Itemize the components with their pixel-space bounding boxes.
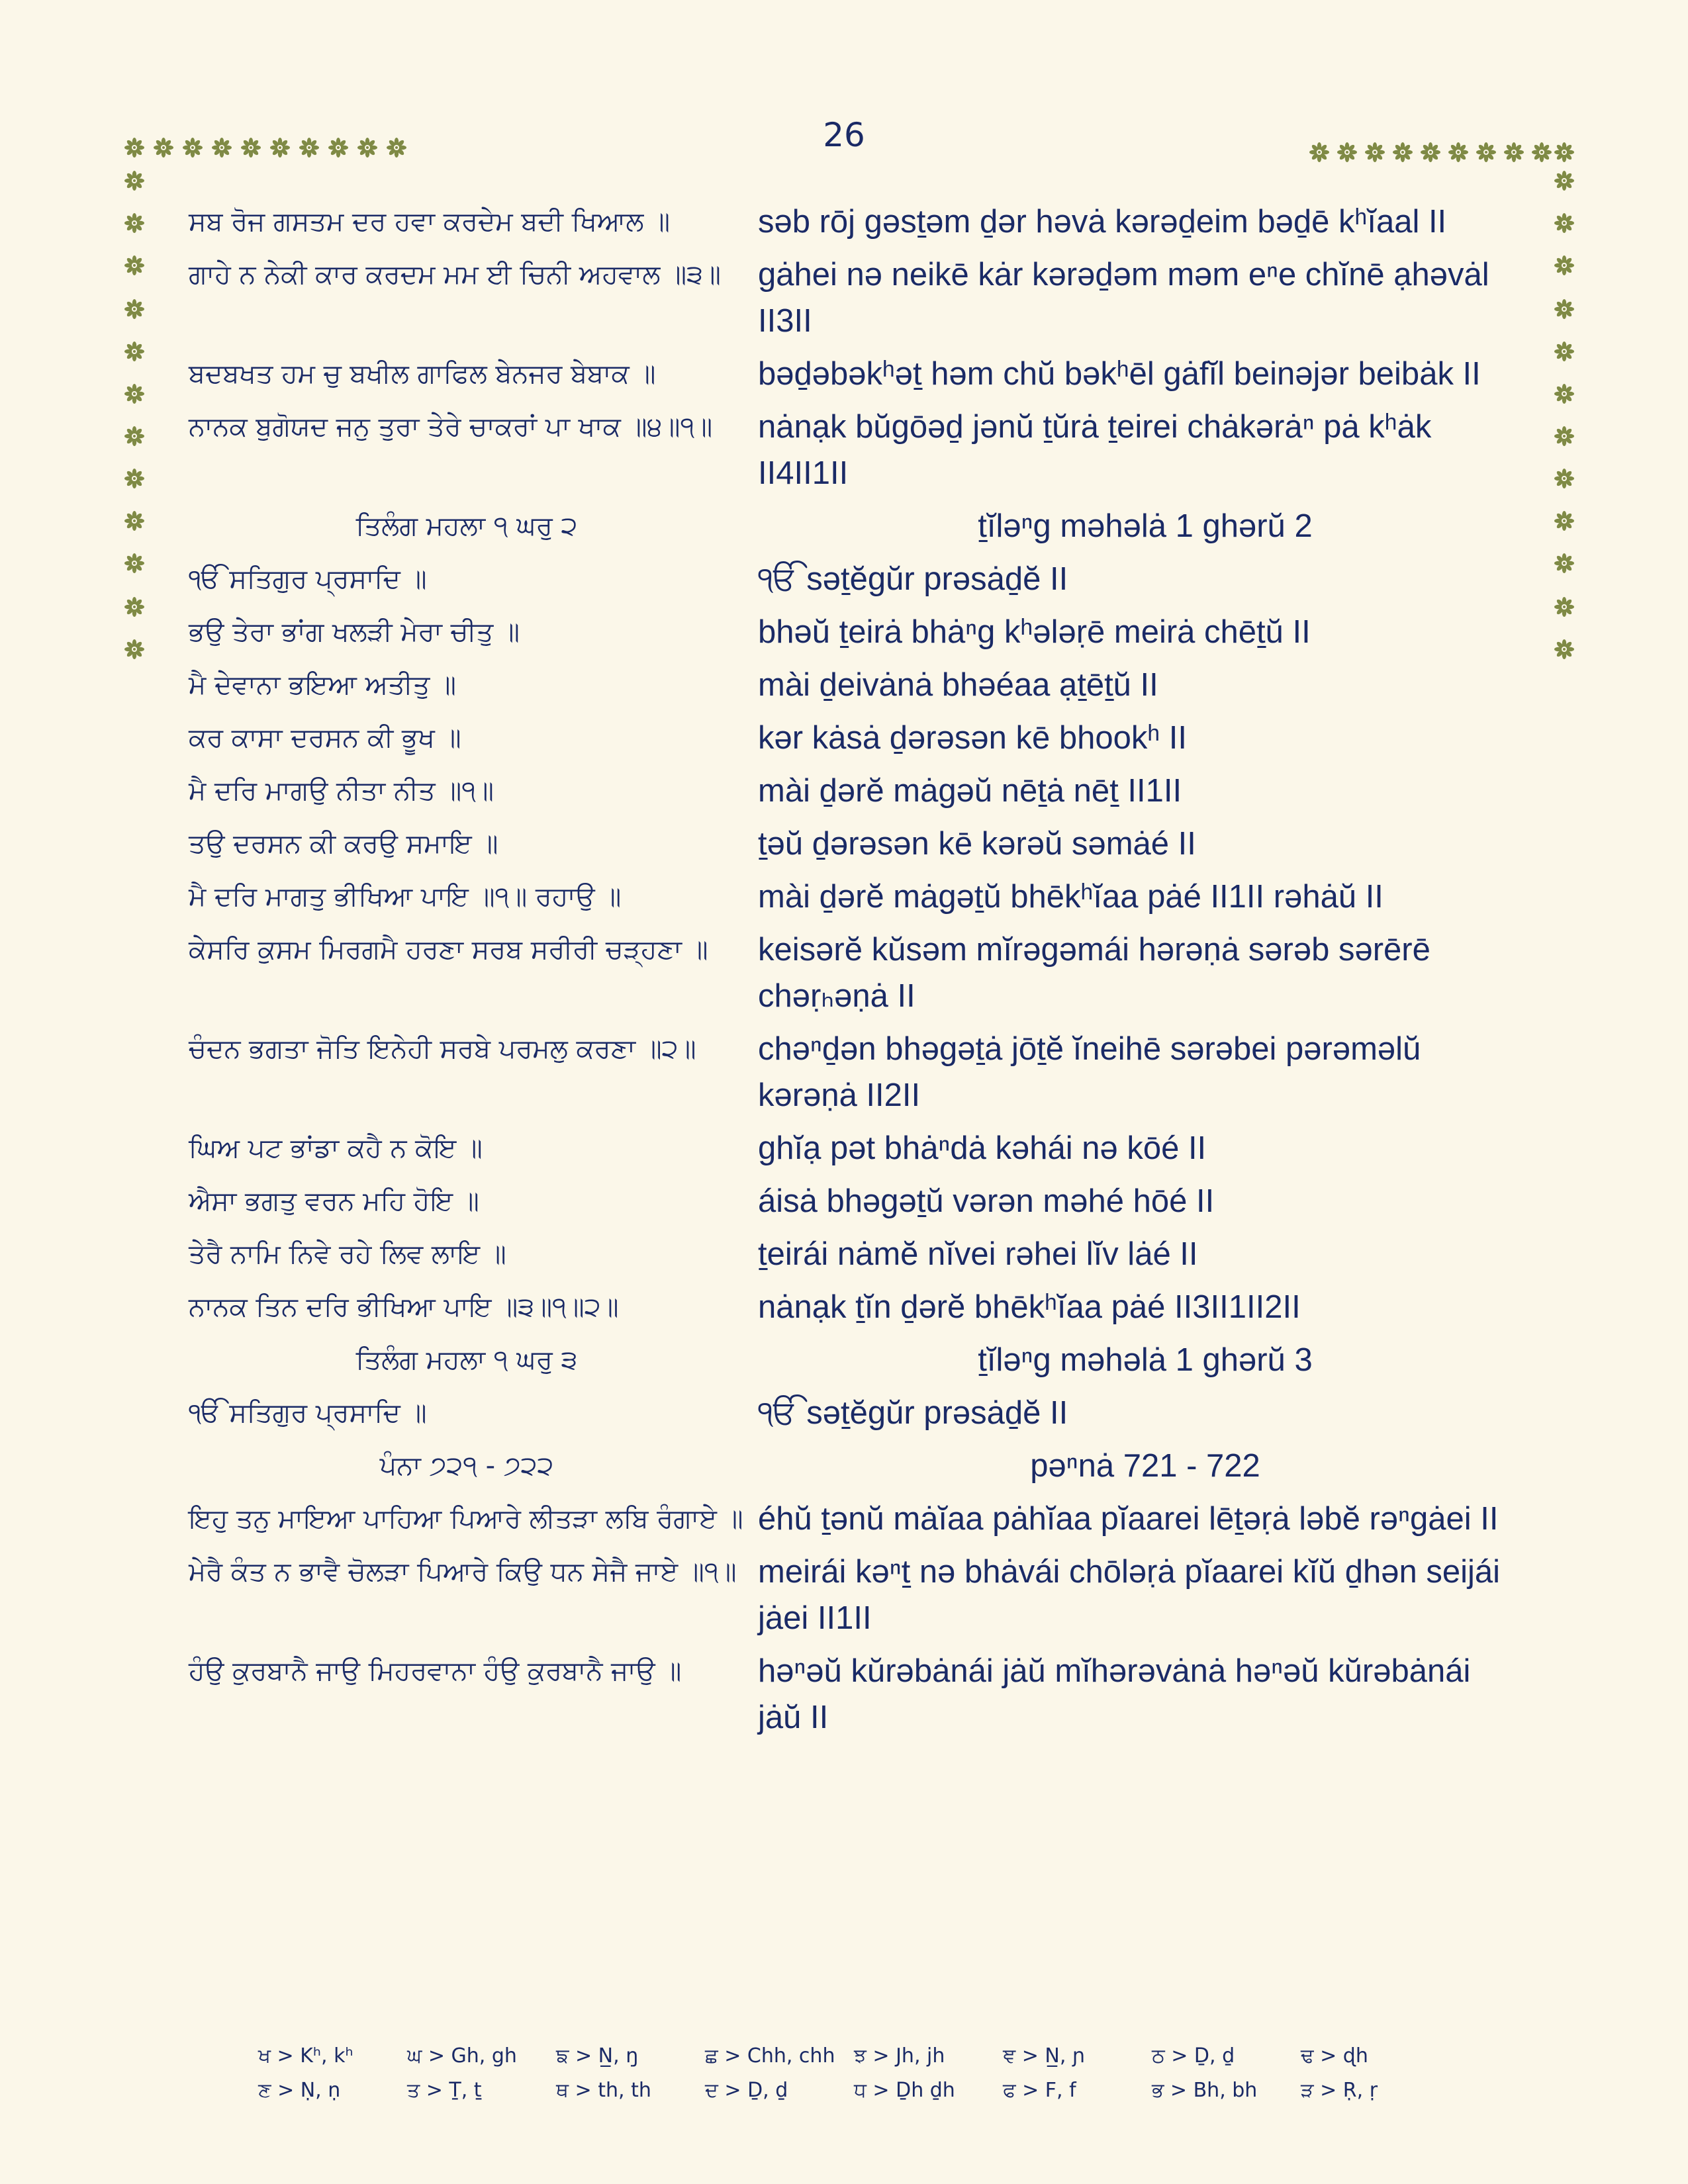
flower-icon bbox=[1365, 142, 1385, 162]
gurmukhi-text: ਭਉ ਤੇਰਾ ਭਾਂਗ ਖਲੜੀ ਮੇਰਾ ਚੀਤੁ ॥ bbox=[189, 617, 520, 647]
page-number: 26 bbox=[823, 116, 865, 154]
verse-row bbox=[189, 874, 1519, 920]
verse-row bbox=[189, 556, 1519, 602]
section-heading-row bbox=[189, 1337, 1519, 1383]
transliteration-text: ੴ səṯĕgŭr prəsȧḏĕ II bbox=[758, 1395, 1068, 1431]
flower-icon bbox=[1504, 142, 1524, 162]
transliteration-text: həⁿəŭ kŭrəbȧnái jȧŭ mĭhərəvȧnȧ həⁿəŭ kŭrəbȧnái jȧŭ II bbox=[758, 1653, 1471, 1735]
legend-item: ਫ > F, f bbox=[1003, 2078, 1076, 2102]
legend-item: ਧ > Ḏh ḏh bbox=[854, 2078, 955, 2102]
flower-icon bbox=[299, 138, 319, 158]
transliteration-text: ੴ səṯĕgŭr prəsȧḏĕ II bbox=[758, 561, 1068, 597]
flower-icon bbox=[328, 138, 348, 158]
gurmukhi-text: ਘਿਅ ਪਟ ਭਾਂਡਾ ਕਹੈ ਨ ਕੋਇ ॥ bbox=[189, 1133, 483, 1163]
flower-icon bbox=[154, 138, 173, 158]
flower-icon bbox=[387, 138, 406, 158]
gurmukhi-text: ਨਾਨਕ ਬੁਗੋਯਦ ਜਨੁ ਤੁਰਾ ਤੇਰੇ ਚਾਕਰਾਂ ਪਾ ਖਾਕ ॥੪॥੧॥ bbox=[189, 412, 713, 442]
legend-item: ਣ > Ṇ, ṇ bbox=[258, 2078, 341, 2102]
flower-icon bbox=[124, 299, 144, 319]
legend-item: ਘ > Gh, gh bbox=[407, 2044, 517, 2068]
transliteration-text: mài ḏərĕ mȧgəŭ nēṯȧ nēṯ II1II bbox=[758, 773, 1182, 809]
flower-icon bbox=[124, 639, 144, 659]
verse-row bbox=[189, 199, 1519, 245]
flower-icon bbox=[1554, 597, 1574, 617]
transliteration-text: səb rōj gəsṯəm ḏər həvȧ kərəḏeim bəḏē kʰĭaal II bbox=[758, 204, 1447, 240]
transliteration-text: nȧnạk bŭgōəḏ jənŭ ṯŭrȧ ṯeirei chȧkərȧⁿ pȧ kʰȧk II4II1II bbox=[758, 409, 1432, 491]
verse-row bbox=[189, 662, 1519, 708]
verse-table bbox=[189, 199, 1519, 1747]
verse-row bbox=[189, 1231, 1519, 1277]
flower-icon bbox=[1554, 255, 1574, 275]
flower-icon bbox=[1448, 142, 1468, 162]
verse-row bbox=[189, 715, 1519, 761]
transliteration-text: kər kȧsȧ ḏərəsən kē bhookʰ II bbox=[758, 720, 1187, 756]
gurmukhi-text: ਤਿਲੰਗ ਮਹਲਾ ੧ ਘਰੁ ੩ bbox=[355, 1345, 578, 1375]
gurmukhi-text: ਤਿਲੰਗ ਮਹਲਾ ੧ ਘਰੁ ੨ bbox=[355, 511, 578, 541]
gurmukhi-text: ਨਾਨਕ ਤਿਨ ਦਰਿ ਭੀਖਿਆ ਪਾਇ ॥੩॥੧॥੨॥ bbox=[189, 1292, 619, 1322]
verse-row bbox=[189, 1178, 1519, 1224]
legend-item: ਠ > Ḏ, ḏ bbox=[1152, 2044, 1235, 2068]
gurmukhi-text: ਐਸਾ ਭਗਤੁ ਵਰਨ ਮਹਿ ਹੋਇ ॥ bbox=[189, 1186, 479, 1216]
gurmukhi-text: ਮੈ ਦਰਿ ਮਾਗਤੁ ਭੀਖਿਆ ਪਾਇ ॥੧॥ ਰਹਾਉ ॥ bbox=[189, 882, 622, 912]
transliteration-text: keisərĕ kŭsəm mĭrəgəmái hərəṇȧ sərəb sərērē chəṛₕəṇȧ II bbox=[758, 932, 1430, 1014]
transliteration-text: mài ḏərĕ mȧgəṯŭ bhēkʰĭaa pȧé II1II rəhȧŭ II bbox=[758, 879, 1383, 915]
verse-row bbox=[189, 351, 1519, 397]
flower-icon bbox=[1554, 511, 1574, 531]
flower-icon bbox=[1554, 213, 1574, 233]
flower-icon bbox=[124, 138, 144, 158]
verse-row bbox=[189, 1026, 1519, 1118]
legend-item: ਭ > Bh, bh bbox=[1152, 2078, 1258, 2102]
gurmukhi-text: ਕੇਸਰਿ ਕੁਸਮ ਮਿਰਗਮੈ ਹਰਣਾ ਸਰਬ ਸਰੀਰੀ ਚੜ੍ਹਣਾ ॥ bbox=[189, 934, 708, 965]
verse-row bbox=[189, 609, 1519, 655]
flower-icon bbox=[124, 469, 144, 488]
verse-row bbox=[189, 927, 1519, 1019]
verse-row bbox=[189, 821, 1519, 867]
legend-item: ਙ > N̲, ŋ bbox=[556, 2044, 639, 2068]
flower-icon bbox=[1554, 171, 1574, 191]
flower-icon bbox=[124, 426, 144, 446]
flower-icon bbox=[1393, 142, 1413, 162]
flower-icon bbox=[124, 553, 144, 573]
legend-row bbox=[258, 2073, 1450, 2107]
flower-icon bbox=[1554, 142, 1574, 162]
transliteration-text: ṯĭləⁿg məhəlȧ 1 ghərŭ 2 bbox=[978, 508, 1313, 544]
flower-icon bbox=[1554, 341, 1574, 361]
gurmukhi-text: ਮੇਰੈ ਕੰਤ ਨ ਭਾਵੈ ਚੋਲੜਾ ਪਿਆਰੇ ਕਿਉ ਧਨ ਸੇਜੈ ਜਾਏ ॥੧॥ bbox=[189, 1557, 737, 1587]
legend-item: ੜ > Ṛ, ṛ bbox=[1301, 2078, 1378, 2102]
legend-item: ਥ > th, th bbox=[556, 2078, 651, 2102]
verse-row bbox=[189, 1125, 1519, 1171]
gurmukhi-text: ਹੰਉ ਕੁਰਬਾਨੈ ਜਾਉ ਮਿਹਰਵਾਨਾ ਹੰਉ ਕੁਰਬਾਨੈ ਜਾਉ ॥ bbox=[189, 1656, 682, 1686]
legend-item: ਖ > Kʰ, kʰ bbox=[258, 2044, 353, 2068]
verse-row bbox=[189, 1648, 1519, 1741]
verse-row bbox=[189, 251, 1519, 344]
flower-icon bbox=[270, 138, 290, 158]
legend-row bbox=[258, 2038, 1450, 2073]
flower-icon bbox=[124, 511, 144, 531]
flower-icon bbox=[124, 597, 144, 617]
flower-icon bbox=[1554, 553, 1574, 573]
gurmukhi-text: ੴ ਸਤਿਗੁਰ ਪ੍ਰਸਾਦਿ ॥ bbox=[189, 1398, 427, 1428]
flower-icon bbox=[1554, 639, 1574, 659]
flower-icon bbox=[124, 171, 144, 191]
transliteration-text: chəⁿḏən bhəgəṯȧ jōṯĕ ĭneihē sərəbei pərəməlŭ kərəṇȧ II2II bbox=[758, 1031, 1421, 1113]
flower-icon bbox=[1309, 142, 1329, 162]
transliteration-text: pəⁿnȧ 721 - 722 bbox=[1030, 1448, 1260, 1484]
verse-row bbox=[189, 404, 1519, 496]
gurmukhi-text: ਬਦਬਖਤ ਹਮ ਚੁ ਬਖੀਲ ਗਾਫਿਲ ਬੇਨਜਰ ਬੇਬਾਕ ॥ bbox=[189, 359, 656, 389]
flower-icon bbox=[1476, 142, 1496, 162]
gurmukhi-text: ਚੰਦਨ ਭਗਤਾ ਜੋਤਿ ਇਨੇਹੀ ਸਰਬੇ ਪਰਮਲੁ ਕਰਣਾ ॥੨॥ bbox=[189, 1034, 696, 1064]
verse-row bbox=[189, 1549, 1519, 1641]
legend-item: ਝ > Jh, jh bbox=[854, 2044, 945, 2068]
gurmukhi-text: ਤਉ ਦਰਸਨ ਕੀ ਕਰਉ ਸਮਾਇ ॥ bbox=[189, 829, 498, 859]
transliteration-text: áisȧ bhəgəṯŭ vərən məhé hōé II bbox=[758, 1183, 1215, 1219]
verse-row bbox=[189, 1284, 1519, 1330]
verse-row bbox=[189, 1390, 1519, 1436]
gurmukhi-text: ਪੰਨਾ ੭੨੧ - ੭੨੨ bbox=[379, 1451, 554, 1481]
transliteration-text: bəḏəbəkʰəṯ həm chŭ bəkʰēl gȧfĭl beinəjər beibȧk II bbox=[758, 356, 1481, 392]
gurmukhi-text: ਇਹੁ ਤਨੁ ਮਾਇਆ ਪਾਹਿਆ ਪਿਆਰੇ ਲੀਤੜਾ ਲਬਿ ਰੰਗਾਏ ॥ bbox=[189, 1504, 743, 1534]
flower-icon bbox=[124, 213, 144, 233]
flower-icon bbox=[124, 255, 144, 275]
transliteration-text: ṯeirái nȧmĕ nĭvei rəhei lĭv lȧé II bbox=[758, 1236, 1198, 1272]
transliteration-text: meirái kəⁿṯ nə bhȧvái chōləṛȧ pĭaarei kĭŭ ḏhən seijái jȧei II1II bbox=[758, 1554, 1501, 1636]
gurmukhi-text: ੴ ਸਤਿਗੁਰ ਪ੍ਰਸਾਦਿ ॥ bbox=[189, 564, 427, 594]
transliteration-text: bhəŭ ṯeirȧ bhȧⁿg kʰələṛē meirȧ chēṯŭ II bbox=[758, 614, 1311, 650]
flower-icon bbox=[1337, 142, 1357, 162]
flower-icon bbox=[241, 138, 261, 158]
legend-item: ਤ > Ṯ, ṯ bbox=[407, 2078, 482, 2102]
flower-icon bbox=[212, 138, 232, 158]
section-heading-row bbox=[189, 503, 1519, 549]
section-heading-row bbox=[189, 1443, 1519, 1489]
transliteration-legend bbox=[258, 2038, 1450, 2107]
flower-icon bbox=[1554, 299, 1574, 319]
transliteration-text: ghĭạ pət bhȧⁿdȧ kəhái nə kōé II bbox=[758, 1130, 1207, 1166]
flower-icon bbox=[1532, 142, 1552, 162]
transliteration-text: gȧhei nə neikē kȧr kərəḏəm məm eⁿe chĭnē ạhəvȧl II3II bbox=[758, 257, 1489, 339]
gurmukhi-text: ਮੈ ਦੇਵਾਨਾ ਭਇਆ ਅਤੀਤੁ ॥ bbox=[189, 670, 456, 700]
gurmukhi-text: ਗਾਹੇ ਨ ਨੇਕੀ ਕਾਰ ਕਰਦਮ ਮਮ ਈ ਚਿਨੀ ਅਹਵਾਲ ॥੩॥ bbox=[189, 259, 721, 290]
legend-item: ਦ > Ḏ, ḏ bbox=[705, 2078, 788, 2102]
legend-item: ਛ > Chh, chh bbox=[705, 2044, 835, 2068]
transliteration-text: éhŭ ṯənŭ mȧĭaa pȧhĭaa pĭaarei lēṯəṛȧ ləbĕ rəⁿgȧei II bbox=[758, 1501, 1499, 1537]
gurmukhi-text: ਸਬ ਰੋਜ ਗਸਤਮ ਦਰ ਹਵਾ ਕਰਦੇਮ ਬਦੀ ਖਿਆਲ ॥ bbox=[189, 206, 671, 237]
transliteration-text: mài ḏeivȧnȧ bhəéaa ạṯēṯŭ II bbox=[758, 667, 1158, 703]
gurmukhi-text: ਤੇਰੈ ਨਾਮਿ ਨਿਵੇ ਰਹੇ ਲਿਵ ਲਾਇ ॥ bbox=[189, 1239, 506, 1269]
flower-icon bbox=[1554, 384, 1574, 404]
transliteration-text: ṯəŭ ḏərəsən kē kərəŭ səmȧé II bbox=[758, 826, 1196, 862]
legend-item: ਢ > ɖh bbox=[1301, 2044, 1368, 2068]
legend-item: ਞ > N̲, ɲ bbox=[1003, 2044, 1086, 2068]
gurmukhi-text: ਕਰ ਕਾਸਾ ਦਰਸਨ ਕੀ ਭੂਖ ॥ bbox=[189, 723, 461, 753]
transliteration-text: ṯĭləⁿg məhəlȧ 1 ghərŭ 3 bbox=[978, 1342, 1313, 1378]
flower-icon bbox=[1554, 469, 1574, 488]
flower-icon bbox=[124, 341, 144, 361]
verse-row bbox=[189, 768, 1519, 814]
transliteration-text: nȧnạk ṯĭn ḏərĕ bhēkʰĭaa pȧé II3II1II2II bbox=[758, 1289, 1301, 1325]
flower-icon bbox=[183, 138, 203, 158]
flower-icon bbox=[357, 138, 377, 158]
flower-icon bbox=[1554, 426, 1574, 446]
gurmukhi-text: ਮੈ ਦਰਿ ਮਾਗਉ ਨੀਤਾ ਨੀਤ ॥੧॥ bbox=[189, 776, 494, 806]
flower-icon bbox=[124, 384, 144, 404]
verse-row bbox=[189, 1496, 1519, 1542]
flower-icon bbox=[1421, 142, 1440, 162]
